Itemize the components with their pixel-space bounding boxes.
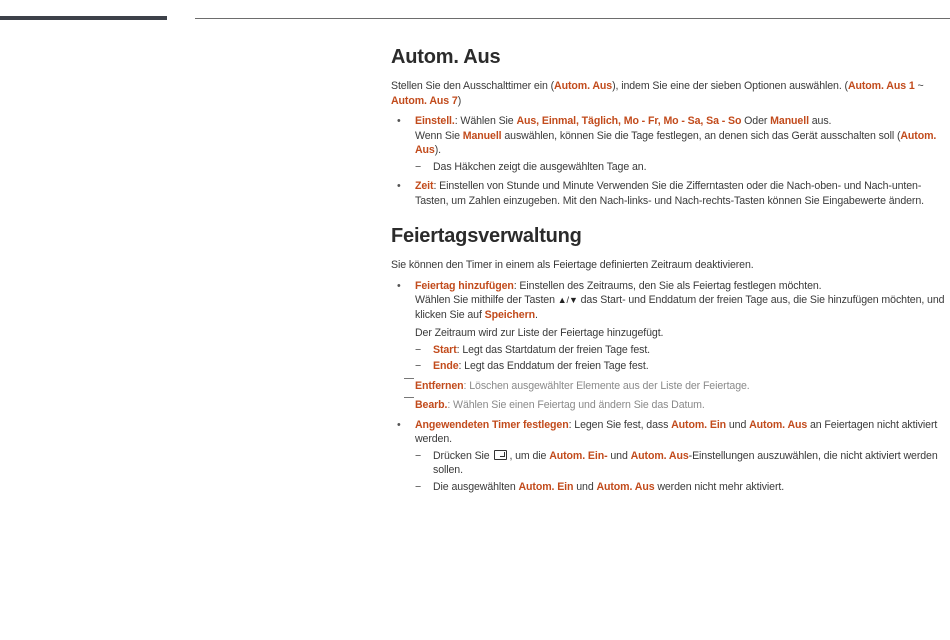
dash-item-start: − Start: Legt das Startdatum der freien Tage fest. — [415, 343, 947, 358]
enter-key-icon — [494, 450, 507, 460]
timer-sublist — [415, 449, 947, 495]
feiertag-intro: Sie können den Timer in einem als Feiertage definierten Zeitraum deaktivieren. — [391, 259, 754, 271]
list-item-zeit: • Zeit: Einstellen von Stunde und Minute Verwenden Sie die Zifferntasten oder die Nach-oben- und Nach-unten-Tasten, um Zahlen einzugeben. Mit den Nach-links- und Nach-rechts-Tasten können Sie Eingabewerte ändern. — [391, 179, 947, 208]
autom-aus-list — [391, 114, 947, 208]
section-title-autom-aus: Autom. Aus — [391, 46, 501, 68]
einstell-sublist — [415, 160, 947, 175]
dash-item-haekchen: − Das Häkchen zeigt die ausgewählten Tage an. — [415, 160, 947, 175]
dash-item-nicht-aktiviert: − Die ausgewählten Autom. Ein und Autom. Aus werden nicht mehr aktiviert. — [415, 480, 947, 495]
list-item-feiertag-hinzufuegen: • Feiertag hinzufügen: Einstellen des Zeitraums, den Sie als Feiertag festlegen möchten. Wählen Sie mithilfe der Tasten ▲/▼ das Start- und Enddatum der freien Tage aus, die Sie hinzufügen möchten, und klicken Sie auf Speichern. Der Zeitraum wird zur Liste der Feiertage hinzugefügt. − Start: Legt das Startdatum der freien Tage fest. − Ende: Legt das Enddatum der freien Tage fest. Entfernen: Löschen ausgewählter Elemente aus der Liste der Feiertage. Bearb.: Wählen Sie einen Feiertag und ändern Sie das Datum. — [391, 279, 947, 413]
up-down-arrows-icon: ▲/▼ — [557, 295, 578, 305]
autom-aus-intro: Stellen Sie den Ausschalttimer ein (Autom. Aus), indem Sie eine der sieben Optionen auswählen. (Autom. Aus 1 ~ Autom. Aus 7) — [391, 80, 924, 107]
dash-item-ende: − Ende: Legt das Enddatum der freien Tage fest. — [415, 359, 947, 374]
header-bar-left — [0, 16, 167, 20]
header-rule — [195, 18, 950, 19]
list-item-angewendeten-timer: • Angewendeten Timer festlegen: Legen Sie fest, dass Autom. Ein und Autom. Aus an Feiertagen nicht aktiviert werden. − Drücken Sie , um die Autom. Ein- und Autom. Aus-Einstellungen auszuwählen, die nicht aktiviert werden sollen. − Die ausgewählten Autom. Ein und Autom. Aus werden nicht mehr aktiviert. — [391, 418, 947, 495]
section-title-feiertagsverwaltung: Feiertagsverwaltung — [391, 225, 582, 247]
page-content — [391, 44, 947, 499]
list-item-einstell: • Einstell.: Wählen Sie Aus, Einmal, Täglich, Mo - Fr, Mo - Sa, Sa - So Oder Manuell aus. Wenn Sie Manuell auswählen, können Sie die Tage festlegen, an denen sich das Gerät ausschalten soll (Autom. Aus). − Das Häkchen zeigt die ausgewählten Tage an. — [391, 114, 947, 174]
note-entfernen: Entfernen: Löschen ausgewählter Elemente aus der Liste der Feiertage. — [405, 379, 947, 394]
feiertag-list — [391, 279, 947, 495]
add-period-note: Der Zeitraum wird zur Liste der Feiertage hinzugefügt. — [415, 327, 664, 339]
feiertag-sublist — [415, 343, 947, 374]
dash-item-druecken: − Drücken Sie , um die Autom. Ein- und Autom. Aus-Einstellungen auszuwählen, die nicht aktiviert werden sollen. — [415, 449, 947, 478]
note-bearb: Bearb.: Wählen Sie einen Feiertag und ändern Sie das Datum. — [405, 398, 947, 413]
